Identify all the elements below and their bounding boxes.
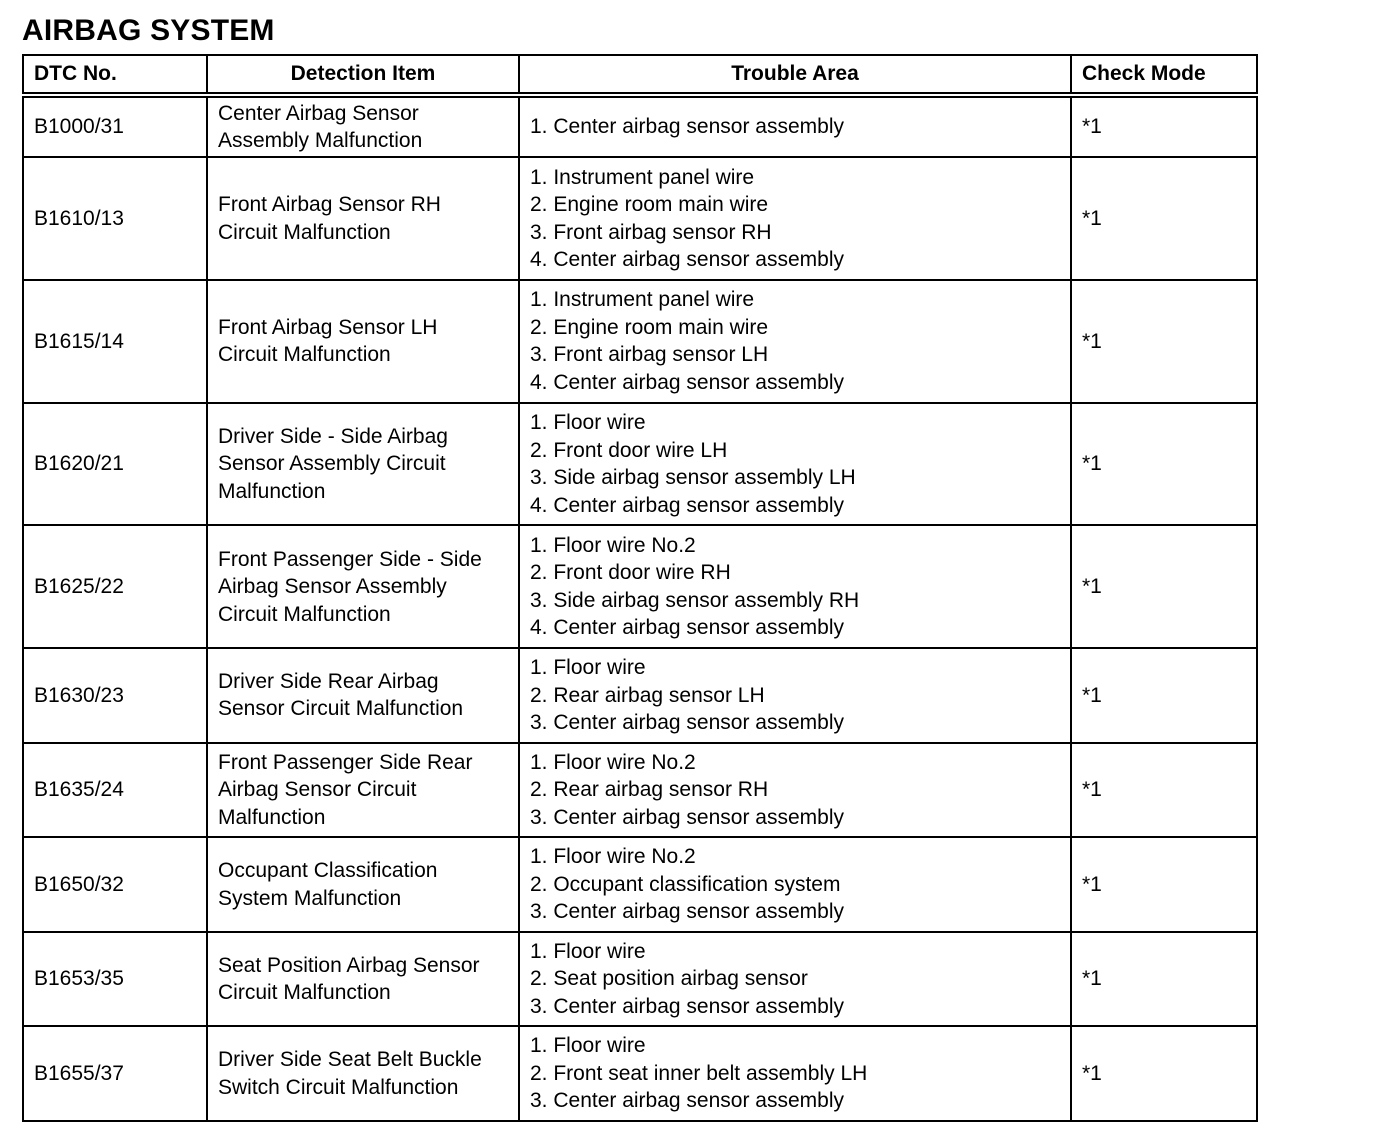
trouble-area-line: 3. Side airbag sensor assembly RH	[530, 588, 860, 612]
trouble-area-line: 3. Center airbag sensor assembly	[530, 805, 844, 829]
trouble-area-cell	[519, 403, 1071, 526]
detection-item-line: Front Airbag Sensor LH	[218, 315, 438, 339]
table-row	[23, 743, 1257, 838]
check-mode-cell: *1	[1071, 837, 1257, 932]
trouble-area-line: 3. Center airbag sensor assembly	[530, 711, 844, 735]
table-row	[23, 1026, 1257, 1121]
dtc-cell: B1625/22	[23, 525, 207, 648]
trouble-area-line: 3. Front airbag sensor RH	[530, 220, 772, 244]
table-row	[23, 837, 1257, 932]
detection-item-line: Airbag Sensor Circuit	[218, 778, 417, 802]
check-mode-cell: *1	[1071, 95, 1257, 157]
trouble-area-cell	[519, 157, 1071, 280]
table-row	[23, 648, 1257, 743]
check-mode-cell: *1	[1071, 157, 1257, 280]
trouble-area-cell	[519, 743, 1071, 838]
trouble-area-line: 3. Center airbag sensor assembly	[530, 1089, 844, 1113]
detection-item-line: Airbag Sensor Assembly	[218, 575, 447, 599]
detection-item-cell	[207, 1026, 519, 1121]
trouble-area-line: 1. Floor wire	[530, 1034, 646, 1058]
detection-item-line: Malfunction	[218, 479, 326, 503]
trouble-area-line: 1. Center airbag sensor assembly	[530, 115, 844, 139]
detection-item-cell	[207, 280, 519, 403]
trouble-area-line: 3. Center airbag sensor assembly	[530, 900, 844, 924]
trouble-area-line: 2. Rear airbag sensor RH	[530, 778, 769, 802]
detection-item-line: Seat Position Airbag Sensor	[218, 953, 480, 977]
trouble-area-cell	[519, 1026, 1071, 1121]
trouble-area-line: 1. Instrument panel wire	[530, 288, 755, 312]
header-detection-item: Detection Item	[207, 55, 519, 95]
detection-item-cell	[207, 648, 519, 743]
check-mode-cell: *1	[1071, 280, 1257, 403]
trouble-area-line: 2. Front door wire LH	[530, 438, 728, 462]
table-row	[23, 95, 1257, 157]
detection-item-line: Center Airbag Sensor	[218, 101, 419, 125]
dtc-cell: B1655/37	[23, 1026, 207, 1121]
trouble-area-line: 4. Center airbag sensor assembly	[530, 616, 844, 640]
trouble-area-cell	[519, 95, 1071, 157]
table-header-row	[23, 55, 1257, 95]
trouble-area-line: 1. Floor wire No.2	[530, 845, 696, 869]
dtc-cell: B1620/21	[23, 403, 207, 526]
trouble-area-line: 4. Center airbag sensor assembly	[530, 248, 844, 272]
table-row	[23, 932, 1257, 1027]
trouble-area-line: 2. Seat position airbag sensor	[530, 967, 808, 991]
detection-item-cell	[207, 95, 519, 157]
dtc-cell: B1635/24	[23, 743, 207, 838]
trouble-area-line: 1. Floor wire	[530, 939, 646, 963]
trouble-area-cell	[519, 837, 1071, 932]
header-check-mode: Check Mode	[1071, 55, 1257, 95]
header-trouble-area: Trouble Area	[519, 55, 1071, 95]
trouble-area-line: 3. Front airbag sensor LH	[530, 343, 769, 367]
page-title: AIRBAG SYSTEM	[22, 14, 275, 47]
trouble-area-line: 1. Floor wire No.2	[530, 750, 696, 774]
detection-item-line: Driver Side Seat Belt Buckle	[218, 1048, 482, 1072]
detection-item-line: Occupant Classification	[218, 859, 438, 883]
detection-item-line: Circuit Malfunction	[218, 220, 391, 244]
check-mode-cell: *1	[1071, 932, 1257, 1027]
trouble-area-line: 2. Engine room main wire	[530, 315, 769, 339]
check-mode-cell: *1	[1071, 525, 1257, 648]
trouble-area-line: 2. Occupant classification system	[530, 872, 841, 896]
detection-item-cell	[207, 525, 519, 648]
dtc-cell: B1650/32	[23, 837, 207, 932]
header-dtc-no: DTC No.	[23, 55, 207, 95]
detection-item-cell	[207, 837, 519, 932]
dtc-cell: B1653/35	[23, 932, 207, 1027]
trouble-area-line: 4. Center airbag sensor assembly	[530, 493, 844, 517]
detection-item-cell	[207, 403, 519, 526]
trouble-area-line: 4. Center airbag sensor assembly	[530, 370, 844, 394]
trouble-area-line: 2. Front seat inner belt assembly LH	[530, 1061, 868, 1085]
detection-item-cell	[207, 157, 519, 280]
detection-item-cell	[207, 743, 519, 838]
check-mode-cell: *1	[1071, 648, 1257, 743]
trouble-area-cell	[519, 648, 1071, 743]
detection-item-line: Driver Side - Side Airbag	[218, 424, 448, 448]
dtc-cell: B1000/31	[23, 95, 207, 157]
table-row	[23, 525, 1257, 648]
detection-item-line: Front Passenger Side Rear	[218, 750, 473, 774]
trouble-area-line: 1. Floor wire No.2	[530, 533, 696, 557]
detection-item-line: Circuit Malfunction	[218, 343, 391, 367]
dtc-table	[22, 54, 1258, 1122]
detection-item-line: Circuit Malfunction	[218, 602, 391, 626]
dtc-cell: B1615/14	[23, 280, 207, 403]
detection-item-line: Front Passenger Side - Side	[218, 547, 482, 571]
check-mode-cell: *1	[1071, 743, 1257, 838]
detection-item-cell	[207, 932, 519, 1027]
detection-item-line: Malfunction	[218, 805, 326, 829]
trouble-area-line: 1. Floor wire	[530, 411, 646, 435]
detection-item-line: Driver Side Rear Airbag	[218, 669, 439, 693]
trouble-area-line: 1. Floor wire	[530, 656, 646, 680]
trouble-area-line: 3. Side airbag sensor assembly LH	[530, 466, 856, 490]
detection-item-line: Circuit Malfunction	[218, 981, 391, 1005]
trouble-area-line: 2. Rear airbag sensor LH	[530, 683, 765, 707]
table-row	[23, 403, 1257, 526]
dtc-cell: B1610/13	[23, 157, 207, 280]
table-row	[23, 280, 1257, 403]
detection-item-line: Sensor Assembly Circuit	[218, 452, 446, 476]
detection-item-line: Front Airbag Sensor RH	[218, 193, 441, 217]
trouble-area-line: 1. Instrument panel wire	[530, 165, 755, 189]
detection-item-line: System Malfunction	[218, 886, 402, 910]
detection-item-line: Sensor Circuit Malfunction	[218, 697, 464, 721]
trouble-area-cell	[519, 525, 1071, 648]
dtc-cell: B1630/23	[23, 648, 207, 743]
trouble-area-line: 3. Center airbag sensor assembly	[530, 994, 844, 1018]
trouble-area-cell	[519, 280, 1071, 403]
trouble-area-line: 2. Front door wire RH	[530, 561, 731, 585]
check-mode-cell: *1	[1071, 1026, 1257, 1121]
detection-item-line: Assembly Malfunction	[218, 129, 423, 153]
check-mode-cell: *1	[1071, 403, 1257, 526]
trouble-area-line: 2. Engine room main wire	[530, 193, 769, 217]
trouble-area-cell	[519, 932, 1071, 1027]
detection-item-line: Switch Circuit Malfunction	[218, 1075, 459, 1099]
table-row	[23, 157, 1257, 280]
